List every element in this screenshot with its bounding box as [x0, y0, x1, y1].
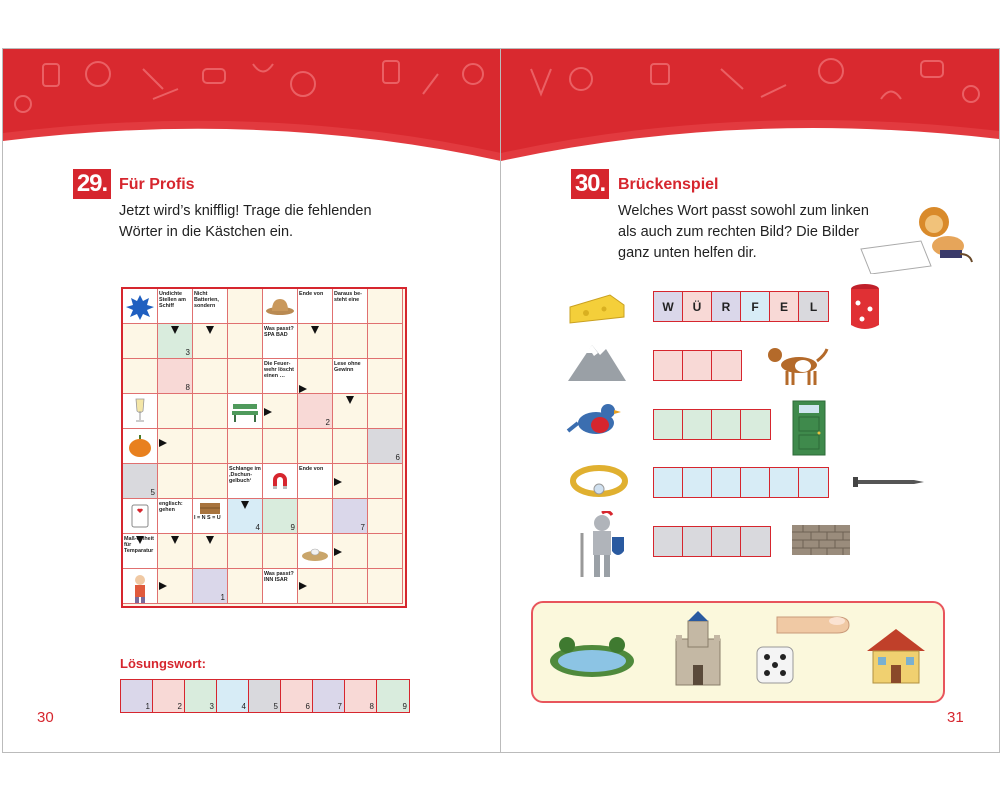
crossword-cell[interactable] [368, 394, 403, 429]
solution-cell[interactable] [281, 680, 313, 712]
letter-cell[interactable] [654, 351, 683, 380]
letter-cell[interactable] [654, 468, 683, 497]
cell-number: 7 [360, 523, 365, 532]
crossword-cell[interactable] [333, 324, 368, 359]
cell-number: 4 [241, 702, 246, 711]
header-banner [3, 49, 501, 169]
house-icon [863, 625, 929, 687]
cell-number: 2 [325, 418, 330, 427]
cell-number: 6 [305, 702, 310, 711]
cell-number: 3 [185, 348, 190, 357]
letter-cell[interactable] [683, 351, 712, 380]
cell-number: 5 [273, 702, 278, 711]
letter-cell[interactable] [712, 351, 741, 380]
arrow-right-icon [299, 582, 307, 590]
letter-cell[interactable] [712, 527, 741, 556]
arrow-right-icon [264, 408, 272, 416]
hint-picture-box [531, 601, 945, 703]
cheese-icon [566, 289, 628, 327]
solution-cell[interactable] [217, 680, 249, 712]
page-number: 30 [37, 709, 54, 726]
crossword-cell[interactable] [193, 359, 228, 394]
task-title: Brückenspiel [618, 176, 719, 193]
arrow-right-icon [159, 582, 167, 590]
clue-cell: Die Feuer-wehr löscht einen … [263, 359, 298, 394]
crossword-cell[interactable] [158, 394, 193, 429]
instruction-line: Jetzt wird’s knifflig! Trage die fehlenden [119, 203, 372, 219]
crossword-cell[interactable] [368, 324, 403, 359]
crossword-cell[interactable] [368, 499, 403, 534]
old-man-icon [124, 571, 156, 604]
clue-cell: Undichte Stellen am Schiff [158, 289, 193, 324]
crossword-cell[interactable] [228, 429, 263, 464]
crossword-cell[interactable] [193, 569, 228, 604]
solution-row [120, 679, 410, 713]
arrow-down-icon [171, 536, 179, 544]
hat-icon [264, 291, 296, 319]
dice-icon [753, 641, 799, 687]
letter-cell[interactable] [654, 410, 683, 439]
mountain-icon [566, 339, 628, 384]
clue-cell-nest [298, 534, 333, 569]
cell-number: 8 [369, 702, 374, 711]
word-row [653, 467, 829, 498]
letter-cell[interactable]: L [799, 292, 828, 321]
crate-icon [194, 501, 226, 515]
page-number: 31 [947, 709, 964, 726]
crossword-cell[interactable] [298, 499, 333, 534]
task-instruction [618, 201, 869, 264]
cell-number: 9 [402, 702, 407, 711]
crossword-cell[interactable] [333, 569, 368, 604]
solution-cell[interactable] [185, 680, 217, 712]
clue-cell: Schlange im ‚Dschun-gelbuch‘ [228, 464, 263, 499]
arrow-down-icon [206, 536, 214, 544]
clue-cell-card [123, 499, 158, 534]
solution-cell[interactable] [313, 680, 345, 712]
crossword-cell[interactable] [368, 569, 403, 604]
cell-number: 9 [290, 523, 295, 532]
solution-cell[interactable] [345, 680, 377, 712]
crossword-cell[interactable] [368, 464, 403, 499]
letter-cell[interactable]: W [654, 292, 683, 321]
cell-number: 7 [337, 702, 342, 711]
arrow-down-icon [136, 536, 144, 544]
clue-cell-bench [228, 394, 263, 429]
instruction-line: ganz unten helfen dir. [618, 245, 757, 261]
crossword-cell[interactable] [123, 464, 158, 499]
arrow-down-icon [241, 501, 249, 509]
task-instruction [119, 201, 372, 243]
arrow-down-icon [311, 326, 319, 334]
nail-icon [851, 474, 927, 490]
crossword-cell[interactable] [193, 394, 228, 429]
task-number: 30. [571, 169, 609, 199]
solution-cell[interactable] [153, 680, 185, 712]
crossword-cell[interactable] [263, 499, 298, 534]
arrow-right-icon [334, 478, 342, 486]
arrow-right-icon [159, 439, 167, 447]
clue-cell: Maß-einheit für Temparatur [123, 534, 158, 569]
paint-splash-icon [124, 291, 156, 321]
lion-mascot-icon [856, 204, 976, 274]
arrow-down-icon [206, 326, 214, 334]
arrow-down-icon [346, 396, 354, 404]
cell-number: 6 [395, 453, 400, 462]
letter-cell[interactable] [683, 527, 712, 556]
letter-cell[interactable] [654, 527, 683, 556]
instruction-line: Wörter in die Kästchen ein. [119, 224, 294, 240]
pond-icon [547, 631, 637, 681]
word-row [653, 409, 771, 440]
clue-cell-man [123, 569, 158, 604]
pumpkin-icon [124, 431, 156, 461]
crossword-cell[interactable] [368, 289, 403, 324]
clue-cell: Nicht Batterien, sondern [193, 289, 228, 324]
crossword-cell[interactable] [368, 359, 403, 394]
clue-cell: Daraus be-steht eine [333, 289, 368, 324]
crossword-cell[interactable] [193, 429, 228, 464]
crossword-cell[interactable] [298, 394, 333, 429]
letter-cell[interactable] [799, 468, 828, 497]
cell-number: 4 [255, 523, 260, 532]
clue-cell: Was passt? INN ISAR [263, 569, 298, 604]
letter-cell[interactable]: E [770, 292, 799, 321]
solution-cell[interactable] [121, 680, 153, 712]
crossword-cell[interactable] [123, 324, 158, 359]
solution-cell[interactable] [377, 680, 409, 712]
crossword-cell[interactable] [123, 359, 158, 394]
champagne-glass-icon [124, 396, 156, 426]
letter-cell[interactable] [712, 410, 741, 439]
task-title: Für Profis [119, 176, 195, 193]
dice-cup-icon [846, 281, 884, 333]
crossword-cell[interactable] [228, 569, 263, 604]
task-number: 29. [73, 169, 111, 199]
crossword-cell[interactable] [333, 499, 368, 534]
clue-cell-splash [123, 289, 158, 324]
solution-label: Lösungswort: [120, 656, 206, 671]
clue-cell-pumpkin [123, 429, 158, 464]
cell-number: 2 [177, 702, 182, 711]
crossword-cell[interactable] [228, 289, 263, 324]
arrow-right-icon [299, 385, 307, 393]
castle-icon [668, 609, 728, 689]
crossword-cell[interactable] [193, 464, 228, 499]
crossword-cell[interactable] [368, 429, 403, 464]
header-banner [501, 49, 999, 169]
brick-wall-icon [791, 524, 851, 556]
clue-cell-magnet [263, 464, 298, 499]
cell-number: 3 [209, 702, 214, 711]
clue-cell: Ende von [298, 464, 333, 499]
cell-number: 1 [145, 702, 150, 711]
nest-icon [299, 536, 331, 566]
clue-cell: Lese ohne Gewinn [333, 359, 368, 394]
instruction-line: als auch zum rechten Bild? Die Bilder [618, 224, 859, 240]
crossword-cell[interactable] [368, 534, 403, 569]
magnet-icon [264, 466, 296, 496]
crossword-cell[interactable] [228, 359, 263, 394]
letter-cell[interactable] [741, 410, 770, 439]
crossword-cell[interactable] [298, 429, 333, 464]
word-row [653, 291, 829, 322]
crossword-cell[interactable] [228, 534, 263, 569]
crossword-grid [121, 287, 407, 608]
crossword-cell[interactable] [333, 429, 368, 464]
letter-cell[interactable] [712, 468, 741, 497]
dog-icon [763, 341, 831, 389]
clue-cell: Was passt? SPA BAD [263, 324, 298, 359]
cell-number: 8 [185, 383, 190, 392]
solution-cell[interactable] [249, 680, 281, 712]
clue-cell: englisch: gehen [158, 499, 193, 534]
ring-icon [569, 459, 631, 499]
knight-icon [576, 511, 628, 583]
clue-cell: Ende von [298, 289, 333, 324]
letter-cell[interactable] [683, 410, 712, 439]
cell-number: 5 [150, 488, 155, 497]
word-row [653, 526, 771, 557]
bench-icon [229, 396, 261, 426]
letter-cell[interactable]: R [712, 292, 741, 321]
letter-cell[interactable]: Ü [683, 292, 712, 321]
word-row [653, 350, 742, 381]
letter-cell[interactable] [683, 468, 712, 497]
door-icon [791, 399, 827, 457]
left-page [2, 48, 502, 753]
finger-icon [773, 609, 853, 637]
arrow-down-icon [171, 326, 179, 334]
crossword-cell[interactable] [158, 464, 193, 499]
clue-cell-crate [193, 499, 228, 534]
bird-icon [566, 397, 628, 447]
letter-cell[interactable] [741, 527, 770, 556]
arrow-right-icon [334, 548, 342, 556]
playing-card-icon [124, 501, 156, 531]
clue-cell-glass [123, 394, 158, 429]
cell-number: 1 [220, 593, 225, 602]
letter-cell[interactable] [770, 468, 799, 497]
crossword-cell[interactable] [158, 359, 193, 394]
clue-cell-hat [263, 289, 298, 324]
letter-cell[interactable] [741, 468, 770, 497]
instruction-line: Welches Wort passt sowohl zum linken [618, 203, 869, 219]
crossword-cell[interactable] [228, 324, 263, 359]
clue-code: I = N S = U [194, 515, 221, 521]
right-page [500, 48, 1000, 753]
crossword-cell[interactable] [263, 429, 298, 464]
letter-cell[interactable]: F [741, 292, 770, 321]
crossword-cell[interactable] [263, 534, 298, 569]
